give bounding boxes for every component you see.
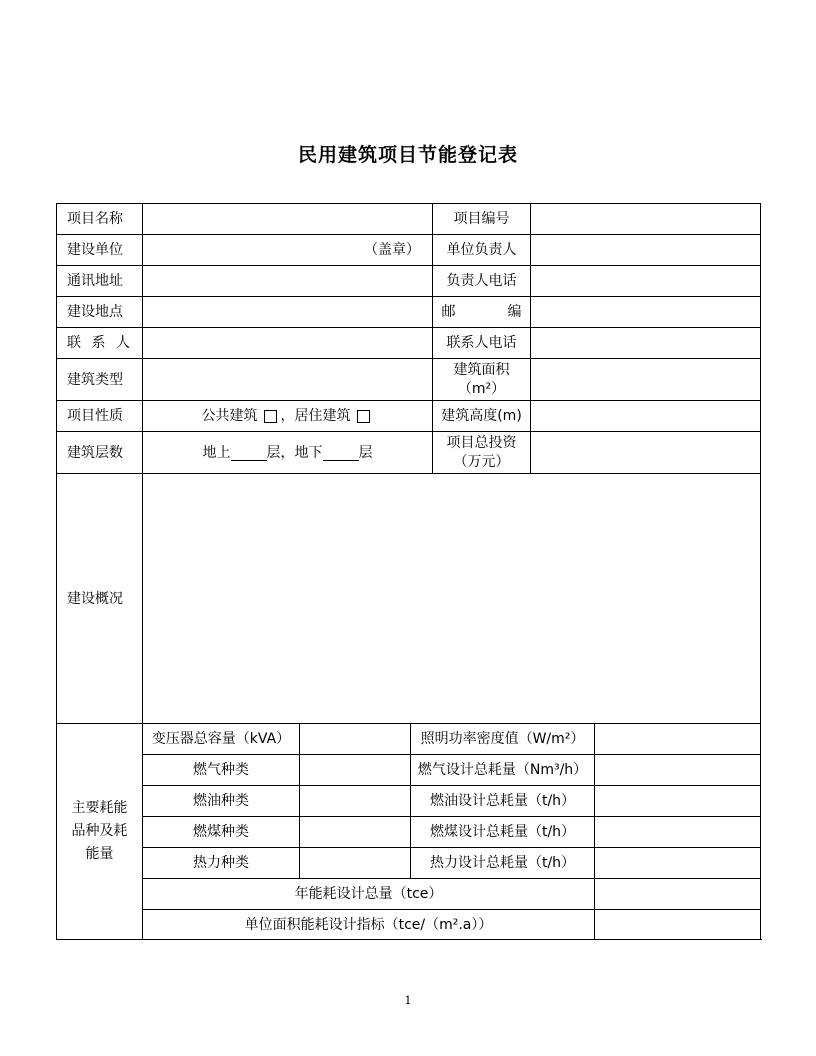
floor-unit-2: 层 [358, 444, 373, 461]
label-postcode [433, 297, 530, 327]
input-gas-total[interactable] [595, 755, 760, 785]
label-builder: 建设单位 [67, 242, 123, 258]
above-ground-input[interactable] [231, 444, 267, 461]
below-ground-label: 地下 [294, 444, 323, 461]
label-unit-head: 单位负责人 [446, 242, 517, 258]
input-building-area[interactable] [531, 359, 760, 400]
contact-char-2: 系 [91, 335, 106, 351]
seal-note: （盖章） [364, 242, 420, 258]
input-annual-total[interactable] [595, 879, 760, 909]
area-label-line-2: （m²） [457, 380, 506, 397]
postcode-char-1: 邮 [441, 304, 456, 320]
residential-building-label: 居住建筑 [294, 408, 351, 424]
input-oil-total[interactable] [595, 786, 760, 816]
input-gas-type[interactable] [300, 755, 410, 785]
input-postcode[interactable] [531, 297, 760, 327]
label-project-name: 项目名称 [67, 211, 123, 227]
label-coal-total: 燃煤设计总耗量（t/h） [429, 824, 576, 840]
contact-char-1: 联 [67, 335, 81, 351]
residential-building-checkbox[interactable] [357, 410, 370, 423]
label-lighting: 照明功率密度值（W/m²） [420, 731, 585, 747]
label-project-code: 项目编号 [453, 211, 510, 227]
label-gas-total: 燃气设计总耗量（Nm³/h） [417, 762, 588, 778]
label-gas-type: 燃气种类 [193, 762, 249, 778]
label-contact [57, 328, 142, 358]
label-site: 建设地点 [67, 304, 123, 320]
input-contact-phone[interactable] [531, 328, 760, 358]
input-building-height[interactable] [531, 401, 760, 431]
label-building-height: 建筑高度(m) [441, 408, 522, 424]
energy-group-line-1: 主要耗能 [71, 800, 128, 816]
label-floors: 建筑层数 [67, 444, 123, 461]
input-heat-type[interactable] [300, 848, 410, 878]
input-transformer[interactable] [300, 724, 410, 754]
input-project-name[interactable] [143, 204, 432, 234]
label-address: 通讯地址 [67, 273, 123, 289]
public-building-checkbox[interactable] [264, 410, 277, 423]
label-coal-type: 燃煤种类 [193, 824, 249, 840]
label-heat-type: 热力种类 [193, 855, 249, 871]
above-ground-label: 地上 [202, 444, 231, 461]
input-oil-type[interactable] [300, 786, 410, 816]
label-energy-group [57, 724, 142, 939]
input-address[interactable] [143, 266, 432, 296]
public-building-label: 公共建筑 [201, 408, 258, 424]
separator-comma: ， [280, 408, 295, 424]
input-coal-type[interactable] [300, 817, 410, 847]
label-oil-type: 燃油种类 [193, 793, 249, 809]
input-building-type[interactable] [143, 359, 432, 400]
label-unit-area-index: 单位面积能耗设计指标（tce/（m².a）） [244, 916, 493, 933]
label-building-area [433, 359, 530, 400]
label-heat-total: 热力设计总耗量（t/h） [429, 855, 576, 871]
input-heat-total[interactable] [595, 848, 760, 878]
energy-group-line-2: 品种及耗 [71, 823, 128, 839]
input-unit-head[interactable] [531, 235, 760, 265]
input-unit-area-index[interactable] [595, 910, 760, 939]
area-label-line-1: 建筑面积 [453, 361, 510, 378]
nature-options [143, 401, 432, 431]
input-coal-total[interactable] [595, 817, 760, 847]
input-builder[interactable] [143, 235, 432, 265]
below-ground-input[interactable] [323, 444, 359, 461]
page-number: 1 [404, 994, 412, 1007]
page-title: 民用建筑项目节能登记表 [297, 144, 518, 166]
input-contact[interactable] [143, 328, 432, 358]
contact-char-3: 人 [116, 335, 130, 351]
input-investment[interactable] [531, 432, 760, 473]
input-lighting[interactable] [595, 724, 760, 754]
label-investment [433, 432, 530, 473]
floors-fill [143, 432, 432, 473]
label-transformer: 变压器总容量（kVA） [151, 731, 291, 747]
postcode-char-2: 编 [507, 304, 522, 320]
investment-label-line-2: （万元） [453, 453, 510, 470]
investment-label-line-1: 项目总投资 [446, 434, 517, 451]
label-contact-phone: 联系人电话 [446, 335, 517, 351]
energy-group-line-3: 能量 [85, 846, 114, 862]
label-annual-total: 年能耗设计总量（tce） [294, 886, 443, 902]
label-nature: 项目性质 [67, 408, 123, 424]
input-head-phone[interactable] [531, 266, 760, 296]
input-overview[interactable] [143, 474, 760, 723]
label-overview: 建设概况 [67, 590, 123, 607]
label-building-type: 建筑类型 [67, 371, 123, 388]
input-project-code[interactable] [531, 204, 760, 234]
floor-unit-1: 层， [266, 444, 295, 461]
label-oil-total: 燃油设计总耗量（t/h） [429, 793, 576, 809]
label-head-phone: 负责人电话 [446, 273, 517, 289]
input-site[interactable] [143, 297, 432, 327]
